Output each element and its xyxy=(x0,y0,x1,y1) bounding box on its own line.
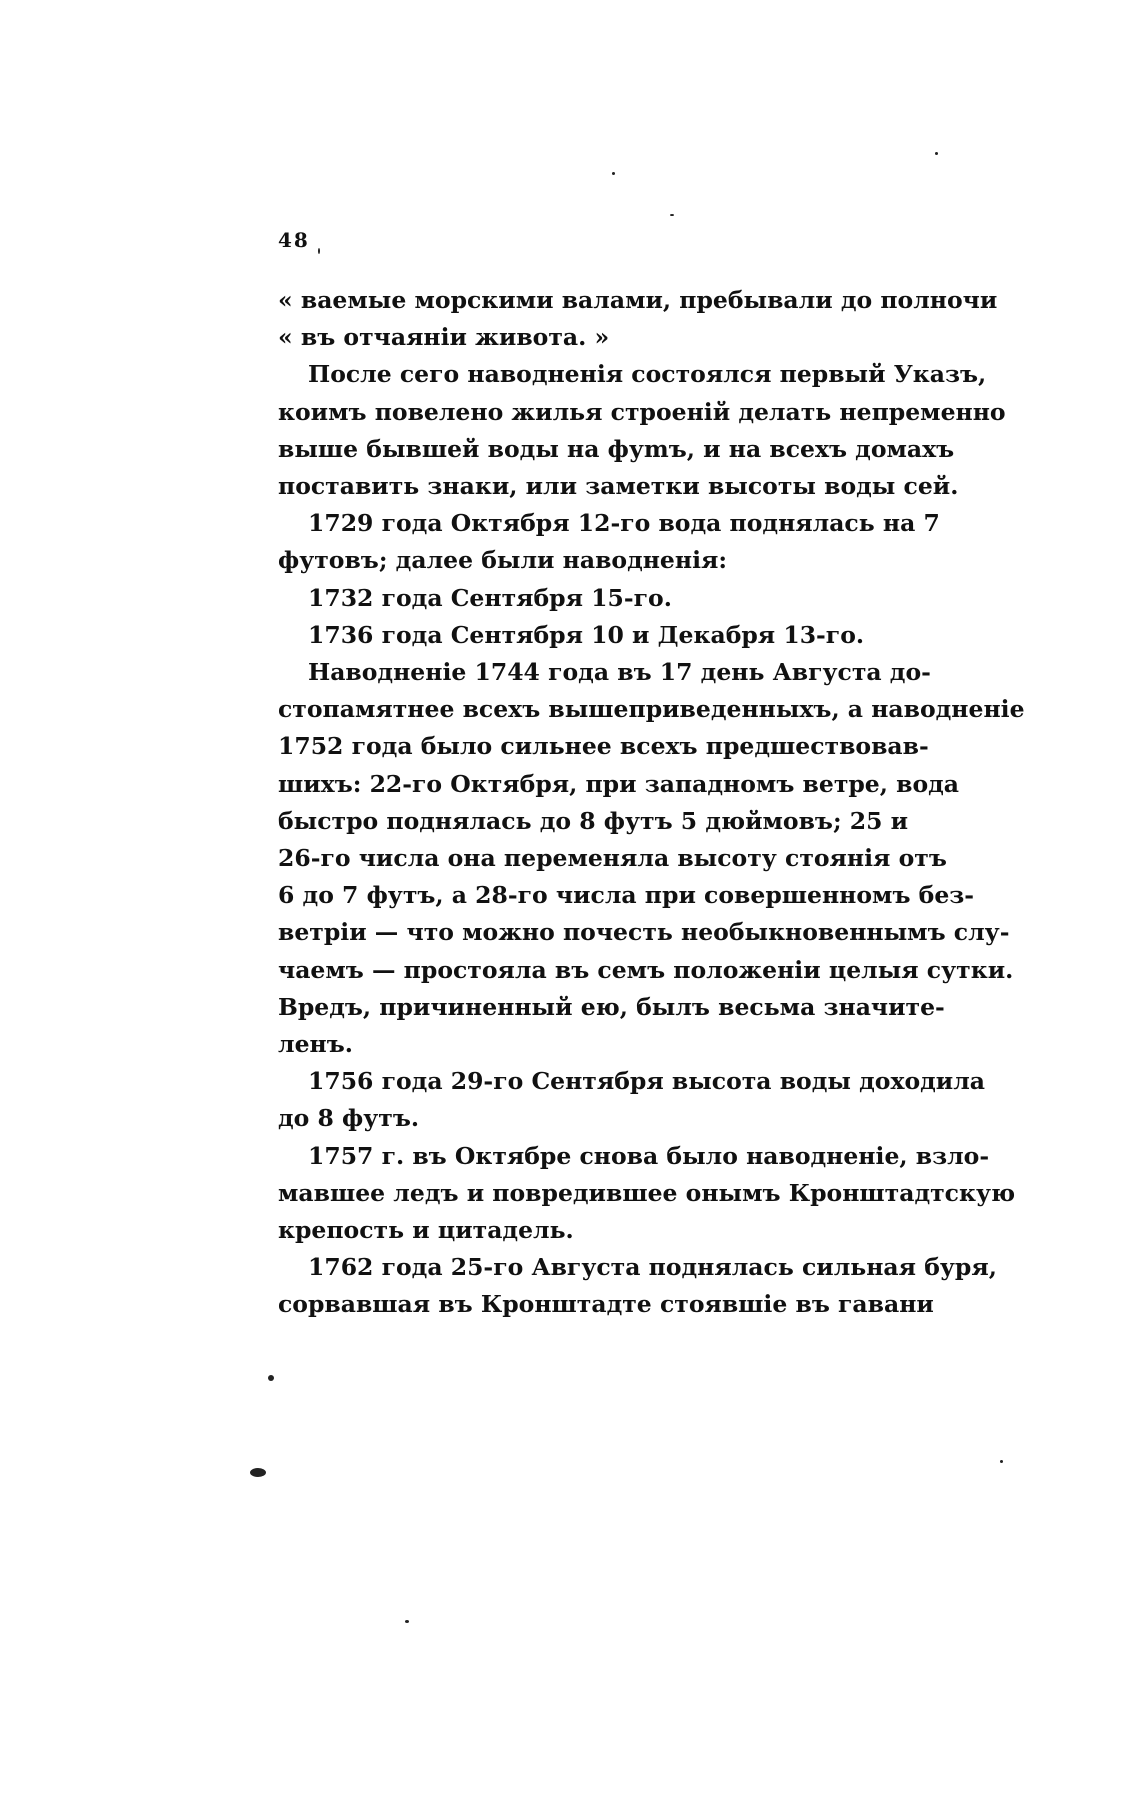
text-line: коимъ повелено жилья строеній делать непременно xyxy=(278,397,1006,426)
text-line: сорвавшая въ Кронштадте стоявшіе въ гавани xyxy=(278,1290,934,1319)
scan-speck xyxy=(935,152,938,155)
text-line: 1757 г. въ Октябре снова было наводненіе, взло- xyxy=(308,1141,990,1170)
text-line: стопамятнее всехъ вышеприведенныхъ, а наводненіе xyxy=(278,695,1025,724)
text-line: чаемъ — простояла въ семъ положеніи целыя сутки. xyxy=(278,955,1014,984)
scan-speck xyxy=(318,248,320,254)
text-line: мавшее ледъ и повредившее онымъ Кронштадтскую xyxy=(278,1178,1016,1207)
text-line: до 8 футъ. xyxy=(278,1104,420,1133)
scan-speck xyxy=(268,1375,274,1381)
text-line: 1729 года Октября 12-го вода поднялась на 7 xyxy=(308,509,940,538)
text-line: 1752 года было сильнее всехъ предшествовав- xyxy=(278,732,929,761)
text-line: 1762 года 25-го Августа поднялась сильная буря, xyxy=(308,1253,997,1282)
scan-speck xyxy=(1000,1460,1003,1463)
text-line: Вредъ, причиненный ею, былъ весьма значите- xyxy=(278,992,945,1021)
scan-speck xyxy=(612,172,615,175)
scan-speck xyxy=(670,214,674,216)
text-line: футовъ; далее были наводненія: xyxy=(278,546,728,575)
text-line: быстро поднялась до 8 футъ 5 дюймовъ; 25 и xyxy=(278,806,909,835)
text-line: 1732 года Сентября 15-го. xyxy=(308,583,672,612)
text-line: После сего наводненія состоялся первый Указъ, xyxy=(308,360,987,389)
text-line: 1756 года 29-го Сентября высота воды доходила xyxy=(308,1067,986,1096)
text-line: « ваемые морскими валами, пребывали до полночи xyxy=(278,286,998,314)
text-line: 6 до 7 футъ, а 28-го числа при совершенномъ без- xyxy=(278,881,975,910)
text-line: крепость и цитадель. xyxy=(278,1216,574,1245)
page-number: 48 xyxy=(278,228,310,252)
text-line: ленъ. xyxy=(278,1030,353,1059)
text-line: « въ отчаяніи живота. » xyxy=(278,323,610,352)
text-line: ветріи — что можно почесть необыкновеннымъ слу- xyxy=(278,918,1010,947)
text-line: выше бывшей воды на фуmъ, и на всехъ домахъ xyxy=(278,434,955,463)
text-line: 1736 года Сентября 10 и Декабря 13-го. xyxy=(308,620,865,649)
body-text xyxy=(278,282,1025,1324)
scan-speck xyxy=(250,1468,266,1477)
text-line: Наводненіе 1744 года въ 17 день Августа до- xyxy=(308,658,931,687)
text-line: поставить знаки, или заметки высоты воды сей. xyxy=(278,472,959,501)
scan-speck xyxy=(405,1620,409,1623)
text-line: шихъ: 22-го Октября, при западномъ ветре, вода xyxy=(278,769,960,798)
text-line: 26-го числа она переменяла высоту стоянія отъ xyxy=(278,844,947,873)
